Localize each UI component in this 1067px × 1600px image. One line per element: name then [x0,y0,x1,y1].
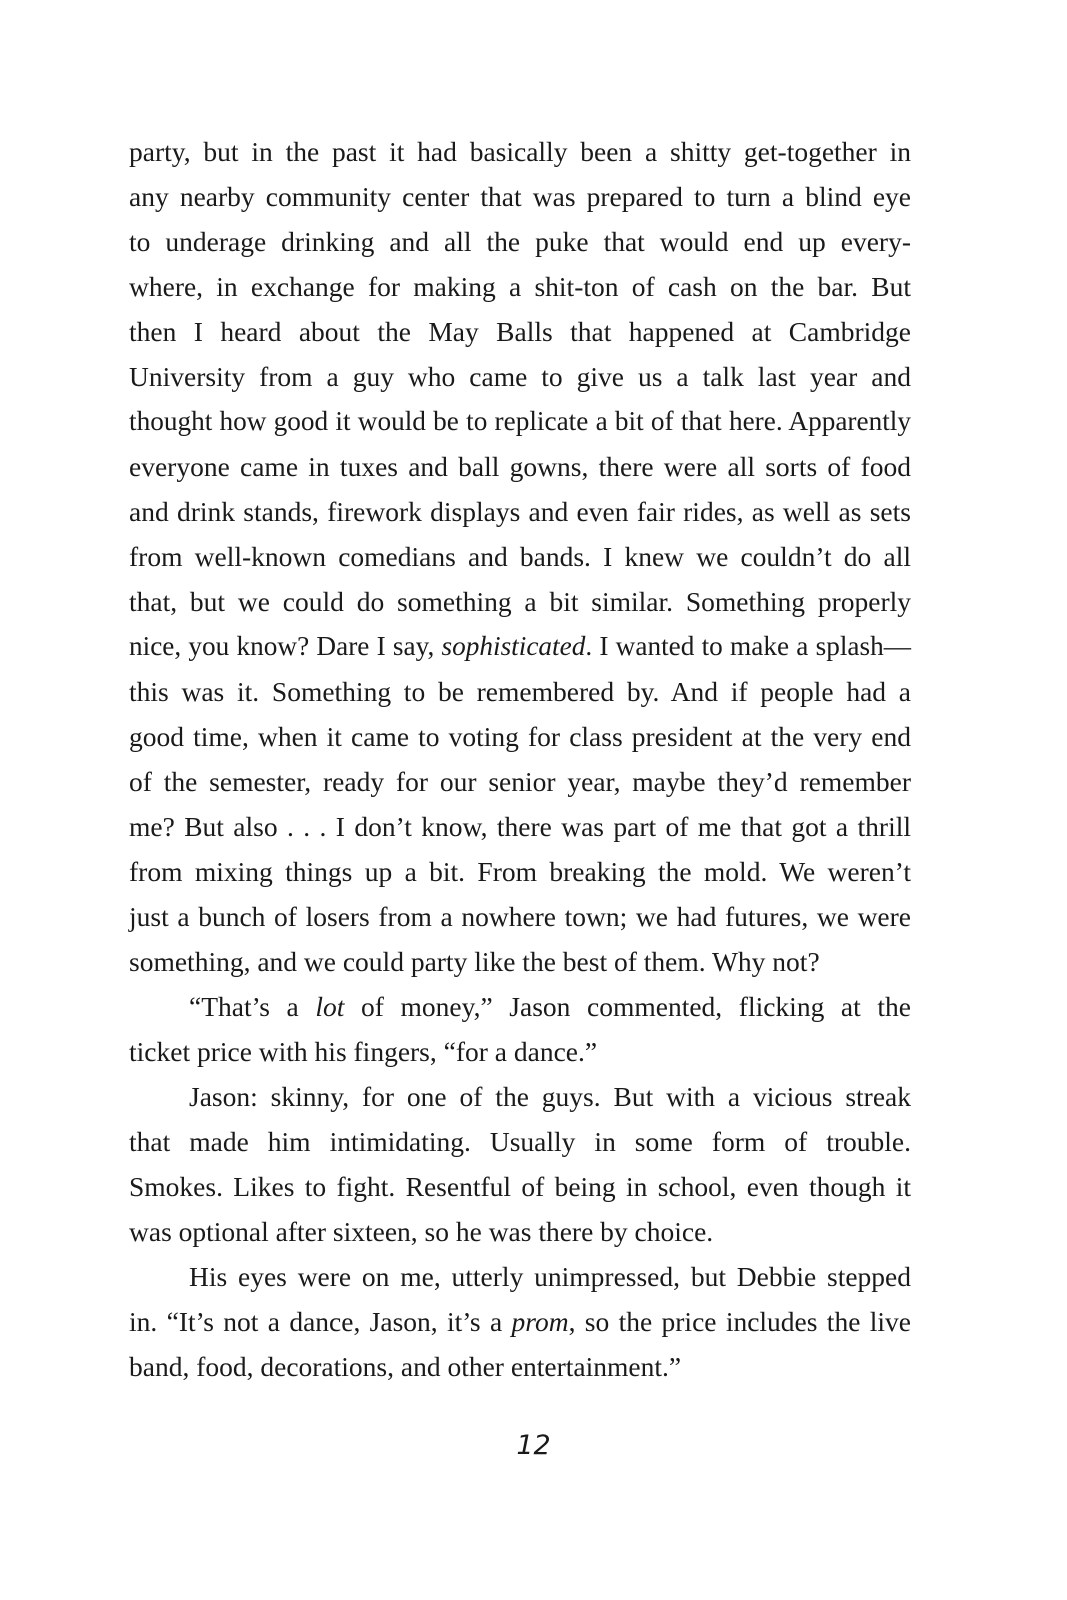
text-run: something, and we could party like the best of them. Why not? [129,946,820,977]
text-line [129,624,911,669]
text-line [129,804,911,849]
text-run: just a bunch of losers from a nowhere town; we had futures, we were [129,901,911,932]
text-line [129,219,911,264]
book-page-text [129,129,911,1429]
text-line [129,939,911,984]
text-line [129,354,911,399]
paragraph [129,984,911,1074]
italic-text: sophisticated [441,631,586,661]
text-run: me? But also . . . I don’t know, there was part of me that got a thrill [129,811,911,842]
text-line [129,714,911,759]
text-run: party, but in the past it had basically been a shitty get-together in [129,136,911,167]
text-run: everyone came in tuxes and ball gowns, there were all sorts of food [129,451,911,482]
paragraph [129,1254,911,1389]
text-run: to underage drinking and all the puke that would end up every- [129,226,911,257]
text-line [129,1299,911,1344]
text-run: . I wanted to make a splash— [585,631,911,661]
text-run: , so the price includes the live [568,1306,911,1337]
paragraph [129,1074,911,1254]
text-line [129,669,911,714]
text-line [129,489,911,534]
text-line [129,1119,911,1164]
text-line [129,849,911,894]
text-run: University from a guy who came to give us a talk last year and [129,361,911,392]
text-line [129,894,911,939]
text-line [129,1254,911,1299]
text-line [129,1344,911,1389]
text-run: this was it. Something to be remembered by. And if people had a [129,676,911,707]
text-run: band, food, decorations, and other entertainment.” [129,1351,682,1382]
text-run: where, in exchange for making a shit-ton of cash on the bar. But [129,271,911,302]
text-run: thought how good it would be to replicate a bit of that here. Apparently [129,406,911,436]
text-run: from mixing things up a bit. From breaking the mold. We weren’t [129,856,911,887]
text-line [129,1074,911,1119]
text-run: Jason: skinny, for one of the guys. But with a vicious streak [189,1081,911,1112]
text-line [129,984,911,1029]
text-line [129,1029,911,1074]
page-number: 12 [516,1430,551,1461]
text-run: ticket price with his fingers, “for a dance.” [129,1036,598,1067]
text-run: then I heard about the May Balls that happened at Cambridge [129,316,911,347]
text-run: good time, when it came to voting for class president at the very end [129,721,911,752]
text-run: Smokes. Likes to fight. Resentful of being in school, even though it [129,1171,911,1202]
text-line [129,759,911,804]
text-line [129,1209,911,1254]
text-line [129,174,911,219]
text-run: His eyes were on me, utterly unimpressed, but Debbie stepped [189,1261,911,1292]
text-run: was optional after sixteen, so he was there by choice. [129,1216,714,1247]
text-run: and drink stands, firework displays and even fair rides, as well as sets [129,496,911,527]
text-run: in. “It’s not a dance, Jason, it’s a [129,1306,512,1337]
text-line [129,129,911,174]
text-run: “That’s a [189,991,316,1022]
text-line [129,399,911,444]
text-run: of the semester, ready for our senior year, maybe they’d remember [129,766,911,797]
text-run: that, but we could do something a bit similar. Something properly [129,586,911,617]
text-run: any nearby community center that was prepared to turn a blind eye [129,181,911,212]
text-line [129,264,911,309]
italic-text: prom [511,1306,569,1337]
text-run: that made him intimidating. Usually in some form of trouble. [129,1126,911,1157]
text-run: of money,” Jason commented, flicking at the [344,991,911,1022]
italic-text: lot [315,991,345,1022]
text-run: nice, you know? Dare I say, [129,631,442,661]
text-line [129,534,911,579]
text-line [129,579,911,624]
text-line [129,309,911,354]
text-line [129,444,911,489]
paragraph [129,129,911,984]
text-line [129,1164,911,1209]
text-run: from well-known comedians and bands. I knew we couldn’t do all [129,541,911,572]
